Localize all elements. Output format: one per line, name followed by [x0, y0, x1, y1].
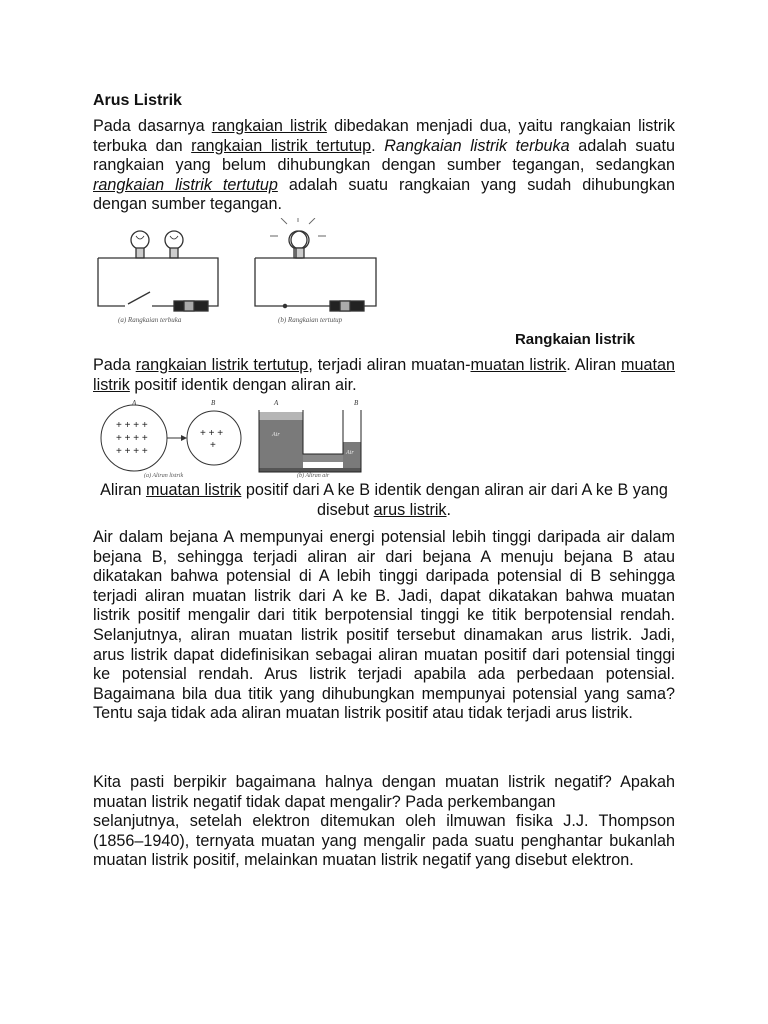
- link-rangkaian-tertutup-2: rangkaian listrik tertutup: [135, 356, 309, 374]
- charge-flow-diagram: [101, 399, 241, 478]
- water-b-label: Air: [346, 450, 354, 456]
- text: positif dari A ke B identik dengan aliran air dari A ke B yang disebut: [241, 481, 668, 519]
- text: selanjutnya, setelah elektron ditemukan oleh ilmuwan fisika J.J. Thompson (1856–1940), ternyata muatan yang mengalir pada suatu penghantar bukanlah muatan listrik positif, melainkan muatan listrik negatif yang disebut elektron.: [93, 812, 675, 870]
- figure1-title: Rangkaian listrik: [514, 331, 635, 348]
- label-b-water: B: [354, 399, 359, 407]
- term-terbuka: Rangkaian listrik terbuka: [384, 136, 570, 155]
- text: Aliran: [100, 481, 146, 499]
- circuit-figure: [90, 218, 390, 330]
- text: dibedakan menjadi dua, yaitu rangkaian listrik terbuka dan: [93, 117, 675, 155]
- label-a: A: [132, 399, 137, 407]
- text: positif identik dengan aliran air.: [129, 375, 357, 394]
- text: adalah suatu rangkaian yang belum dihubungkan dengan sumber tegangan, sedangkan: [93, 136, 675, 175]
- label-b: B: [211, 399, 216, 407]
- link-rangkaian-tertutup: rangkaian listrik tertutup: [191, 136, 372, 155]
- closed-circuit: [255, 218, 390, 311]
- link-rangkaian-listrik: rangkaian listrik: [211, 117, 327, 135]
- text: Pada: [93, 356, 136, 374]
- term-tertutup-underlined: rangkaian listrik tertutup: [93, 175, 278, 194]
- paragraph-closed-circuit: [93, 356, 675, 395]
- caption-closed: (b) Rangkaian tertutup: [278, 316, 343, 324]
- open-circuit: [98, 231, 218, 311]
- water-flow-diagram: [259, 399, 361, 478]
- figure2-caption: [93, 481, 675, 520]
- charges-a-row1: + + + +: [116, 420, 148, 431]
- charges-a-row3: + + + +: [116, 446, 148, 457]
- paragraph-electron: [93, 773, 675, 871]
- link-arus-listrik: arus listrik: [373, 500, 447, 519]
- label-a-water: A: [274, 399, 279, 407]
- paragraph-potential: Air dalam bejana A mempunyai energi potensial lebih tinggi daripada air dalam bejana B, sehingga terjadi aliran air dari bejana A menuju bejana B atau dikatakan bahwa potensial di A lebih tinggi daripada potensial di B sehingga terjadi aliran muatan listrik dari A ke B. Jadi, dapat dikatakan bahwa muatan listrik positif mengalir dari titik berpotensial tinggi ke titik berpotensial rendah. Selanjutnya, aliran muatan listrik positif tersebut dinamakan arus listrik. Jadi, arus listrik dapat didefinisikan sebagai aliran muatan positif dari potensial tinggi ke potensial rendah. Arus listrik terjadi apabila ada perbedaan potensial. Bagaimana bila dua titik yang dihubungkan mempunyai potensial yang sama? Tentu saja tidak ada aliran muatan listrik positif atau tidak terjadi arus listrik.: [93, 528, 675, 723]
- text: Pada dasarnya: [93, 117, 212, 135]
- text: .: [446, 500, 452, 519]
- caption-charge-flow: (a) Aliran listrik: [144, 473, 184, 478]
- charges-b-row1: + + +: [200, 428, 224, 439]
- charges-a-row2: + + + +: [116, 433, 148, 444]
- text: adalah suatu rangkaian yang sudah dihubungkan dengan sumber tegangan.: [93, 175, 675, 214]
- term-tertutup: [93, 176, 278, 194]
- caption-water-flow: (b) Aliran air: [297, 473, 330, 478]
- text: , terjadi aliran muatan-: [308, 356, 471, 374]
- charges-b-row2: +: [210, 440, 216, 451]
- text: Kita pasti berpikir bagaimana halnya dengan muatan listrik negatif? Apakah muatan listrik negatif tidak dapat mengalir? Pada perkembangan: [93, 773, 675, 811]
- paragraph-intro: [93, 117, 675, 215]
- water-a-label: Air: [272, 432, 280, 438]
- link-muatan-listrik: muatan listrik: [470, 356, 567, 374]
- link-muatan-listrik-2: muatan listrik: [93, 356, 676, 394]
- flow-figure: [92, 398, 362, 478]
- caption-open: (a) Rangkaian terbuka: [118, 316, 182, 324]
- section-heading: Arus Listrik: [93, 92, 182, 109]
- text: .: [371, 136, 385, 155]
- link-muatan-listrik-3: muatan listrik: [145, 481, 242, 499]
- text: . Aliran: [566, 356, 622, 374]
